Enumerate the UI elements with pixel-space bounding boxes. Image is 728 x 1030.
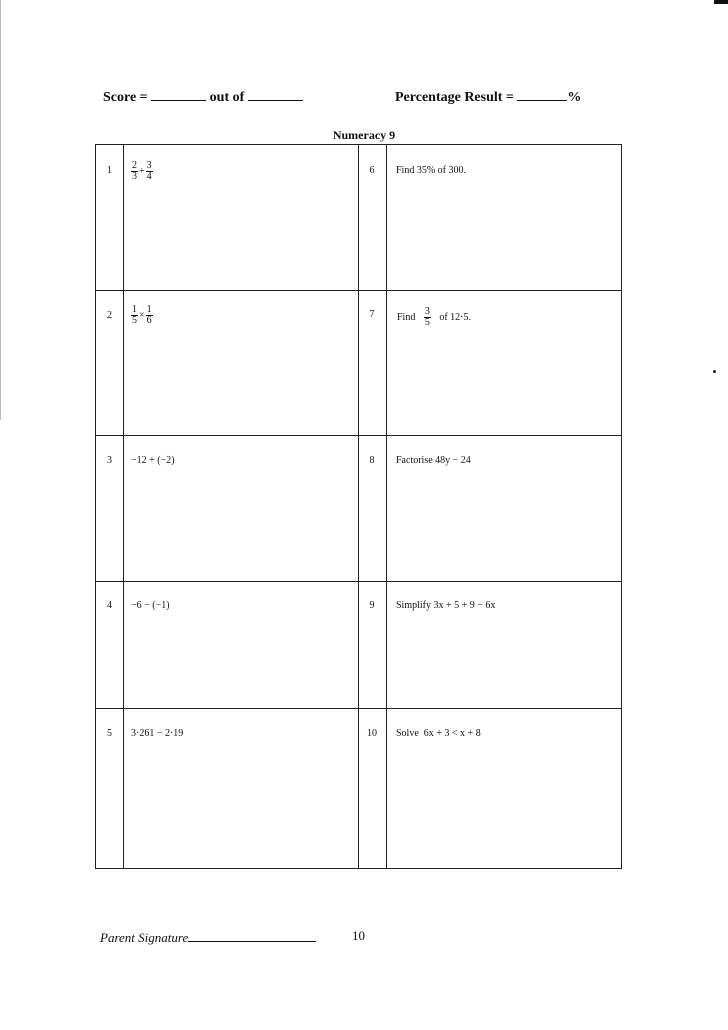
numerator: 2 — [132, 160, 137, 171]
question-9-text: Simplify 3x + 5 + 9 − 6x — [396, 600, 496, 611]
question-6-text: Find 35% of 300. — [396, 165, 466, 176]
numerator: 3 — [146, 160, 152, 171]
grid-line — [386, 145, 387, 868]
numerator: 3 — [424, 306, 430, 317]
fraction — [131, 305, 138, 326]
denominator: 5 — [132, 315, 137, 326]
scan-edge — [0, 0, 1, 420]
find-label: Find — [397, 312, 416, 323]
question-1-expression — [131, 161, 153, 182]
question-number: 3 — [107, 455, 112, 466]
of-value: of 12·5. — [439, 312, 472, 323]
question-4-text: −6 − (−1) — [131, 600, 170, 611]
answer-space-9[interactable] — [394, 620, 616, 702]
scan-mark — [714, 0, 728, 4]
grid-line — [358, 145, 359, 868]
grid-line — [96, 708, 621, 709]
grid-line — [96, 435, 621, 436]
answer-space-4[interactable] — [131, 620, 351, 702]
operator: + — [139, 166, 145, 177]
answer-space-1[interactable] — [131, 183, 351, 283]
fraction — [424, 307, 431, 328]
score-line — [103, 88, 303, 106]
worksheet-title: Numeracy 9 — [332, 128, 396, 142]
question-8-text: Factorise 48y − 24 — [396, 455, 471, 466]
score-blank[interactable] — [151, 88, 206, 101]
scan-dot — [713, 370, 716, 373]
percentage-blank[interactable] — [517, 88, 567, 101]
signature-blank[interactable] — [188, 931, 316, 942]
denominator: 5 — [424, 317, 430, 328]
denominator: 3 — [132, 171, 137, 182]
numerator: 1 — [132, 304, 137, 315]
question-number: 6 — [369, 165, 375, 176]
fraction — [146, 161, 153, 182]
percent-sign: % — [567, 90, 582, 105]
out-of-blank[interactable] — [248, 88, 303, 101]
question-5-text: 3·261 − 2·19 — [131, 728, 184, 739]
question-number: 8 — [369, 455, 375, 466]
parent-signature-line — [100, 930, 316, 946]
out-of-label: out of — [209, 90, 245, 105]
question-number: 1 — [107, 165, 112, 176]
question-grid — [95, 144, 622, 869]
numerator: 1 — [146, 304, 152, 315]
question-7-expression — [396, 307, 472, 328]
percentage-line — [395, 88, 581, 106]
question-3-text: −12 + (−2) — [131, 455, 175, 466]
question-number: 4 — [107, 600, 112, 611]
fraction — [146, 305, 153, 326]
answer-space-7[interactable] — [394, 330, 616, 430]
fraction — [131, 161, 138, 182]
answer-space-8[interactable] — [394, 475, 616, 575]
answer-space-6[interactable] — [394, 183, 616, 283]
grid-line — [123, 145, 124, 868]
operator: × — [139, 310, 145, 321]
question-10-text: Solve 6x + 3 < x + 8 — [396, 728, 481, 739]
answer-space-2[interactable] — [131, 330, 351, 430]
denominator: 4 — [146, 171, 152, 182]
question-number: 9 — [369, 600, 375, 611]
answer-space-5[interactable] — [131, 750, 351, 860]
parent-signature-label: Parent Signature — [100, 930, 189, 945]
question-2-expression — [131, 305, 153, 326]
question-number: 5 — [107, 728, 112, 739]
question-number: 10 — [367, 728, 377, 739]
question-number: 2 — [107, 310, 112, 321]
percentage-label: Percentage Result = — [395, 90, 514, 105]
answer-space-3[interactable] — [131, 475, 351, 575]
grid-line — [96, 581, 621, 582]
score-label: Score = — [103, 90, 148, 105]
answer-space-10[interactable] — [394, 750, 616, 860]
grid-line — [96, 290, 621, 291]
denominator: 6 — [146, 315, 152, 326]
question-number: 7 — [369, 309, 375, 320]
page-number: 10 — [352, 928, 365, 943]
